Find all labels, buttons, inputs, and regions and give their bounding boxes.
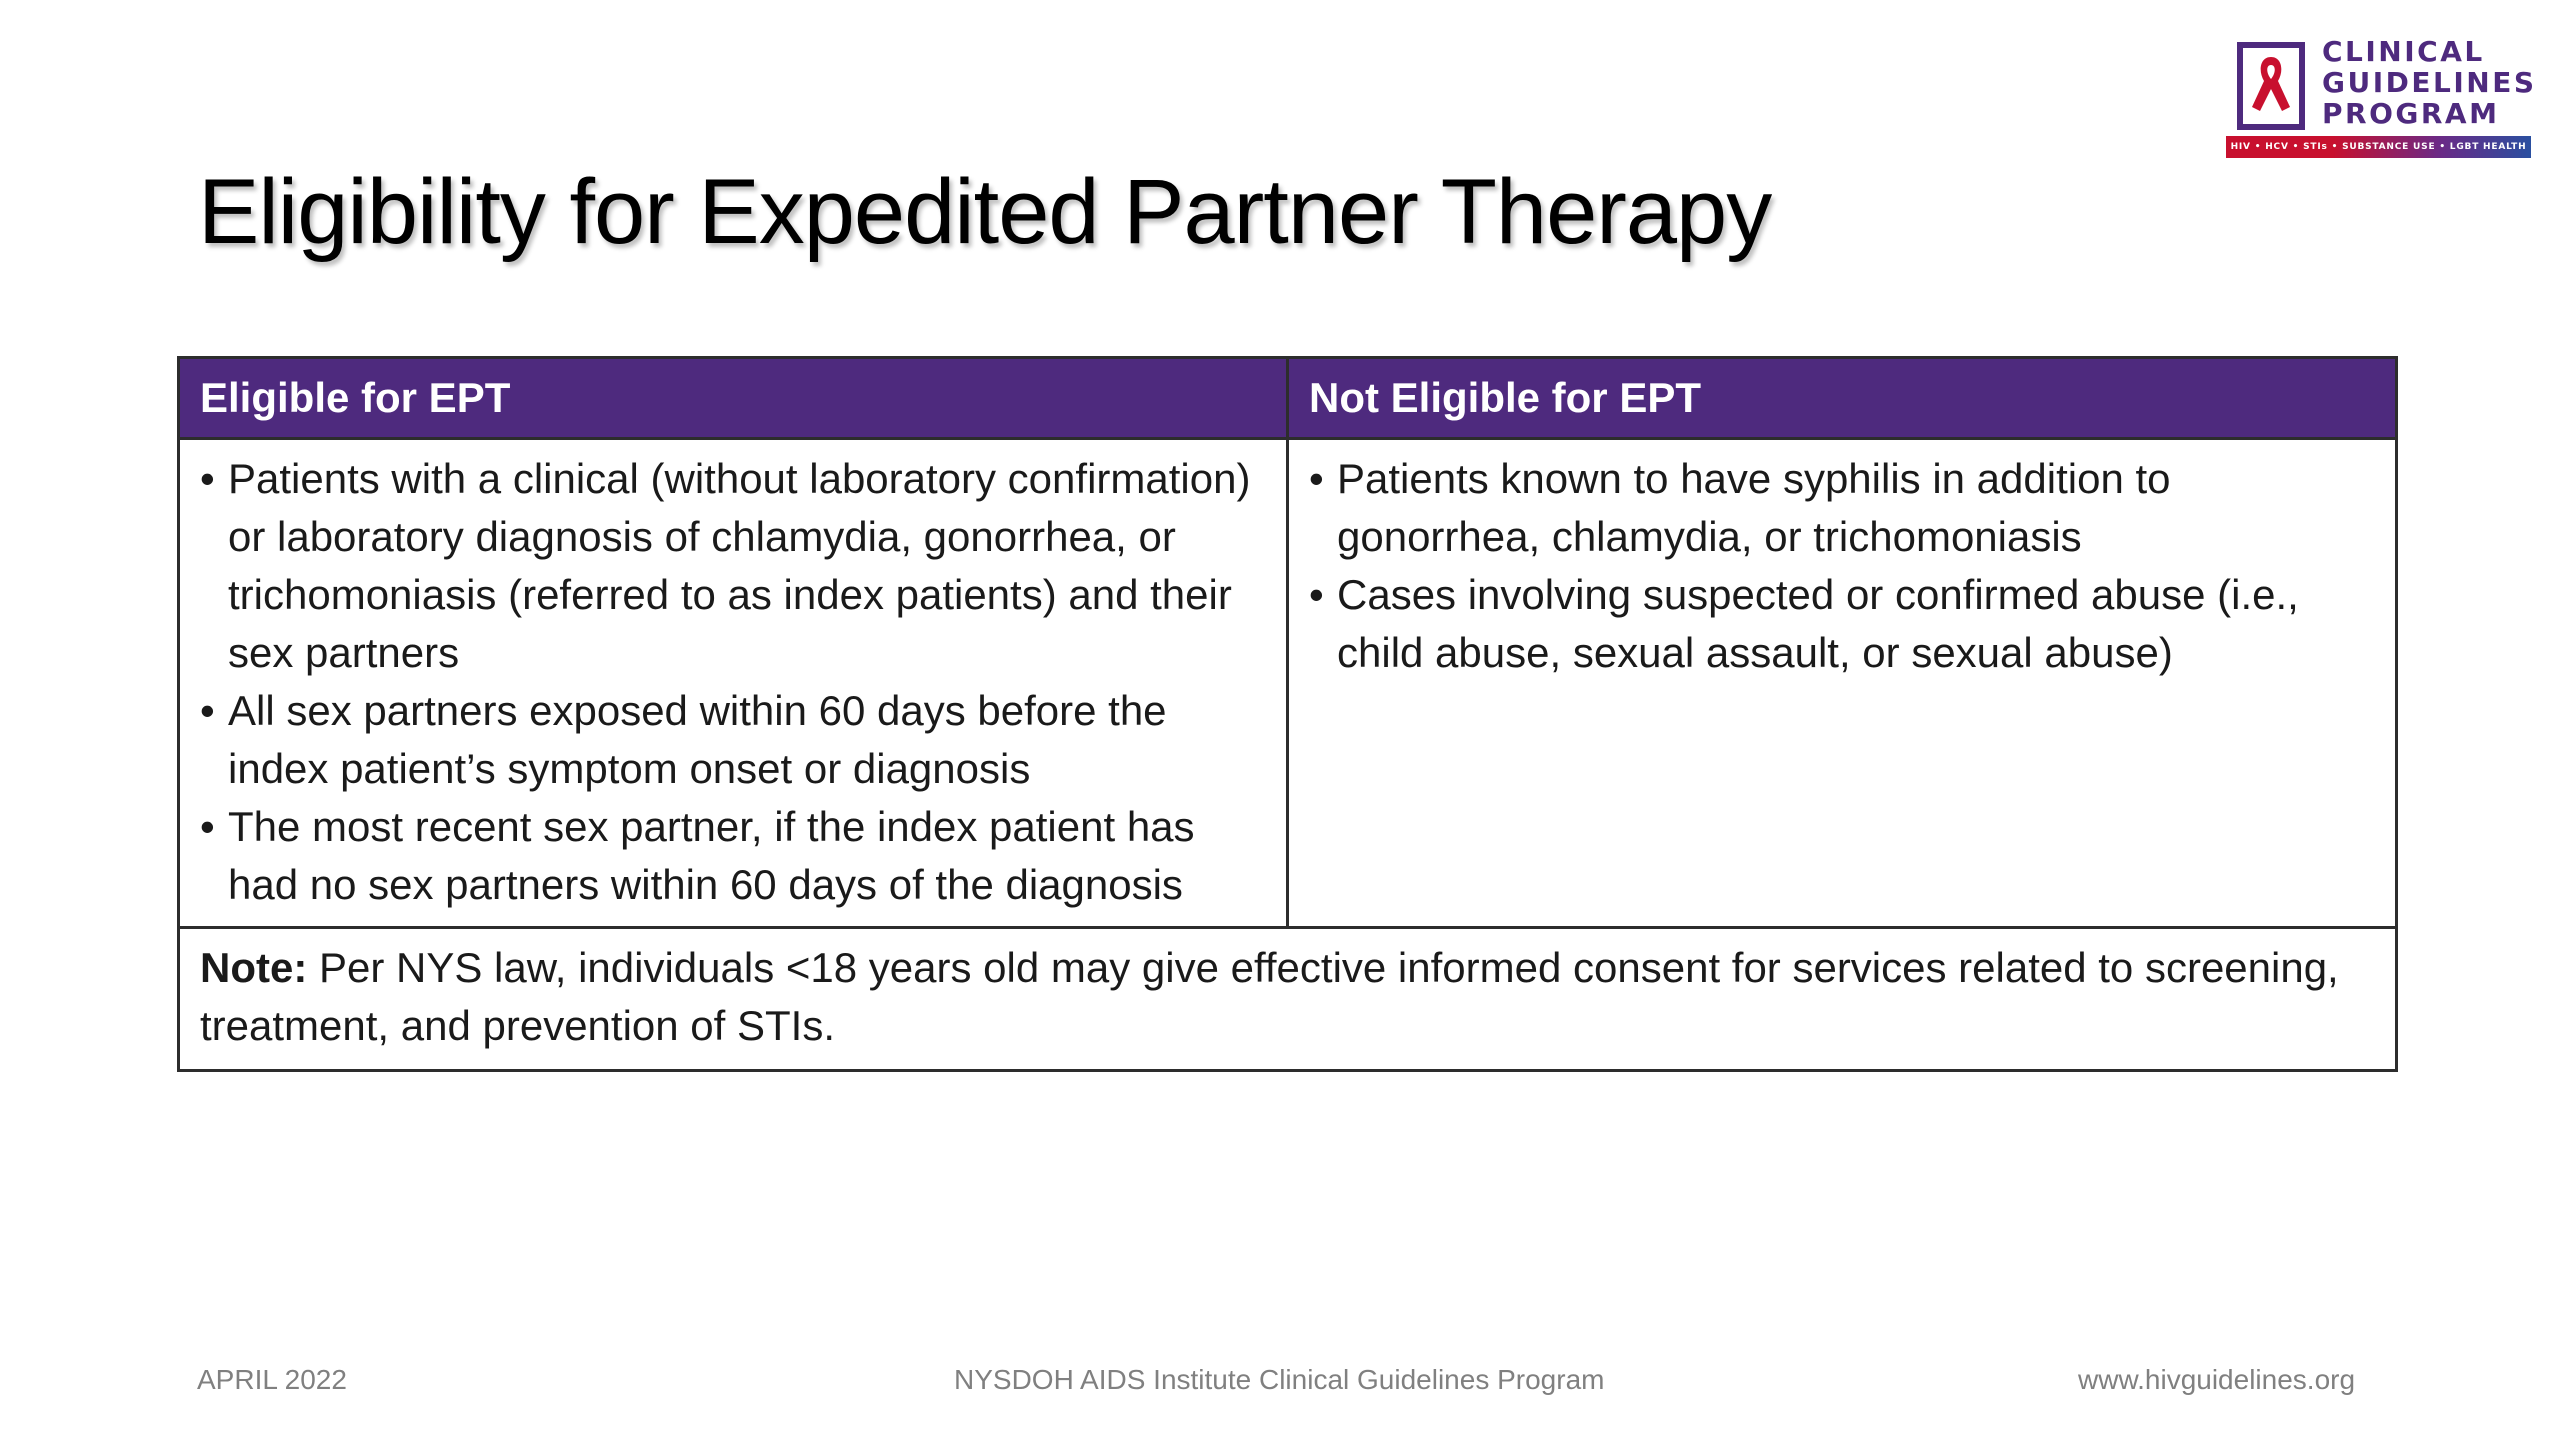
table-header-row [179, 358, 2397, 439]
note-label: Note: [200, 944, 308, 991]
logo-line-1: CLINICAL [2322, 35, 2485, 68]
footer-date: APRIL 2022 [197, 1364, 347, 1395]
header-eligible: Eligible for EPT [179, 358, 1288, 439]
eligibility-table [177, 356, 2398, 1072]
table-row [179, 439, 2397, 928]
footer-org: NYSDOH AIDS Institute Clinical Guidelines Program [954, 1364, 1605, 1395]
note-cell [179, 928, 2397, 1071]
list-item: • All sex partners exposed within 60 days before the index patient’s symptom onset or diagnosis [200, 682, 1266, 798]
not-eligible-cell [1288, 439, 2397, 928]
header-not-eligible: Not Eligible for EPT [1288, 358, 2397, 439]
list-item: • The most recent sex partner, if the index patient has had no sex partners within 60 days of the diagnosis [200, 798, 1266, 914]
list-item: • Patients known to have syphilis in addition to gonorrhea, chlamydia, or trichomoniasis [1309, 450, 2375, 566]
logo-wordmark [2322, 36, 2542, 129]
note-text: Per NYS law, individuals <18 years old may give effective informed consent for services related to screening, treatment, and prevention of STIs. [200, 944, 2339, 1049]
program-logo [2230, 35, 2541, 162]
eligible-cell [179, 439, 1288, 928]
not-eligible-list [1309, 450, 2375, 682]
logo-tagline: HIV • HCV • STIs • SUBSTANCE USE • LGBT HEALTH [2226, 136, 2531, 158]
eligible-list [200, 450, 1266, 914]
list-item: • Patients with a clinical (without laboratory confirmation) or laboratory diagnosis of chlamydia, gonorrhea, or trichomoniasis (referred to as index patients) and their sex partners [200, 450, 1266, 682]
footer-url: www.hivguidelines.org [2078, 1364, 2356, 1395]
note-row [179, 928, 2397, 1071]
red-ribbon-icon [2236, 41, 2306, 131]
logo-line-2: GUIDELINES [2322, 66, 2537, 99]
slide-title: Eligibility for Expedited Partner Therapy [198, 161, 1772, 263]
list-item: • Cases involving suspected or confirmed abuse (i.e., child abuse, sexual assault, or sexual abuse) [1309, 566, 2375, 682]
logo-line-3: PROGRAM [2322, 97, 2500, 130]
